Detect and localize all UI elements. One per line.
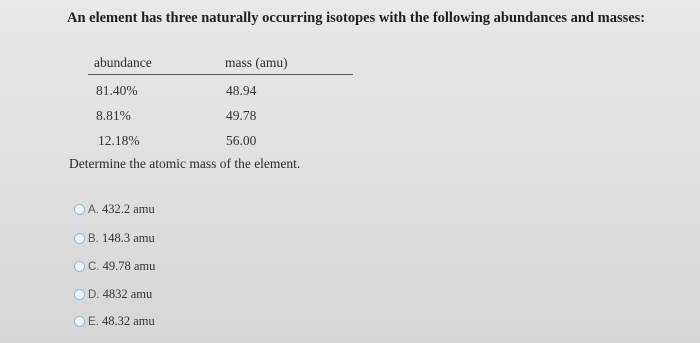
question-text: An element has three naturally occurring isotopes with the following abundances and masses: bbox=[67, 10, 646, 26]
mass-cell: 49.78 bbox=[226, 108, 257, 123]
abundance-cell: 81.40% bbox=[96, 83, 138, 98]
radio-button[interactable] bbox=[74, 204, 85, 215]
prompt-text: Determine the atomic mass of the element. bbox=[69, 156, 301, 171]
radio-button[interactable] bbox=[74, 289, 85, 300]
choice-c[interactable] bbox=[74, 257, 155, 275]
mass-cell: 48.94 bbox=[226, 83, 257, 98]
choice-letter: B. bbox=[88, 232, 99, 245]
choice-e[interactable] bbox=[74, 312, 155, 330]
choice-label: 432.2 amu bbox=[102, 201, 155, 216]
radio-button[interactable] bbox=[74, 316, 85, 327]
abundance-cell: 12.18% bbox=[98, 133, 140, 148]
choice-letter: E. bbox=[88, 315, 99, 328]
mass-cell: 56.00 bbox=[226, 133, 257, 148]
choice-a[interactable] bbox=[74, 200, 155, 218]
radio-button[interactable] bbox=[74, 233, 85, 244]
header-abundance: abundance bbox=[94, 55, 152, 70]
abundance-cell: 8.81% bbox=[96, 108, 131, 123]
choice-label: 4832 amu bbox=[102, 286, 153, 301]
choice-letter: D. bbox=[88, 288, 100, 301]
choice-label: 148.3 amu bbox=[102, 230, 155, 245]
radio-button[interactable] bbox=[74, 261, 85, 272]
choice-label: 49.78 amu bbox=[102, 258, 156, 273]
choice-d[interactable] bbox=[74, 285, 152, 303]
choice-letter: A. bbox=[88, 203, 99, 216]
header-mass: mass (amu) bbox=[225, 55, 288, 70]
choice-letter: C. bbox=[88, 260, 100, 273]
choice-label: 48.32 amu bbox=[102, 313, 155, 328]
choice-b[interactable] bbox=[74, 229, 155, 247]
header-divider bbox=[88, 74, 353, 75]
